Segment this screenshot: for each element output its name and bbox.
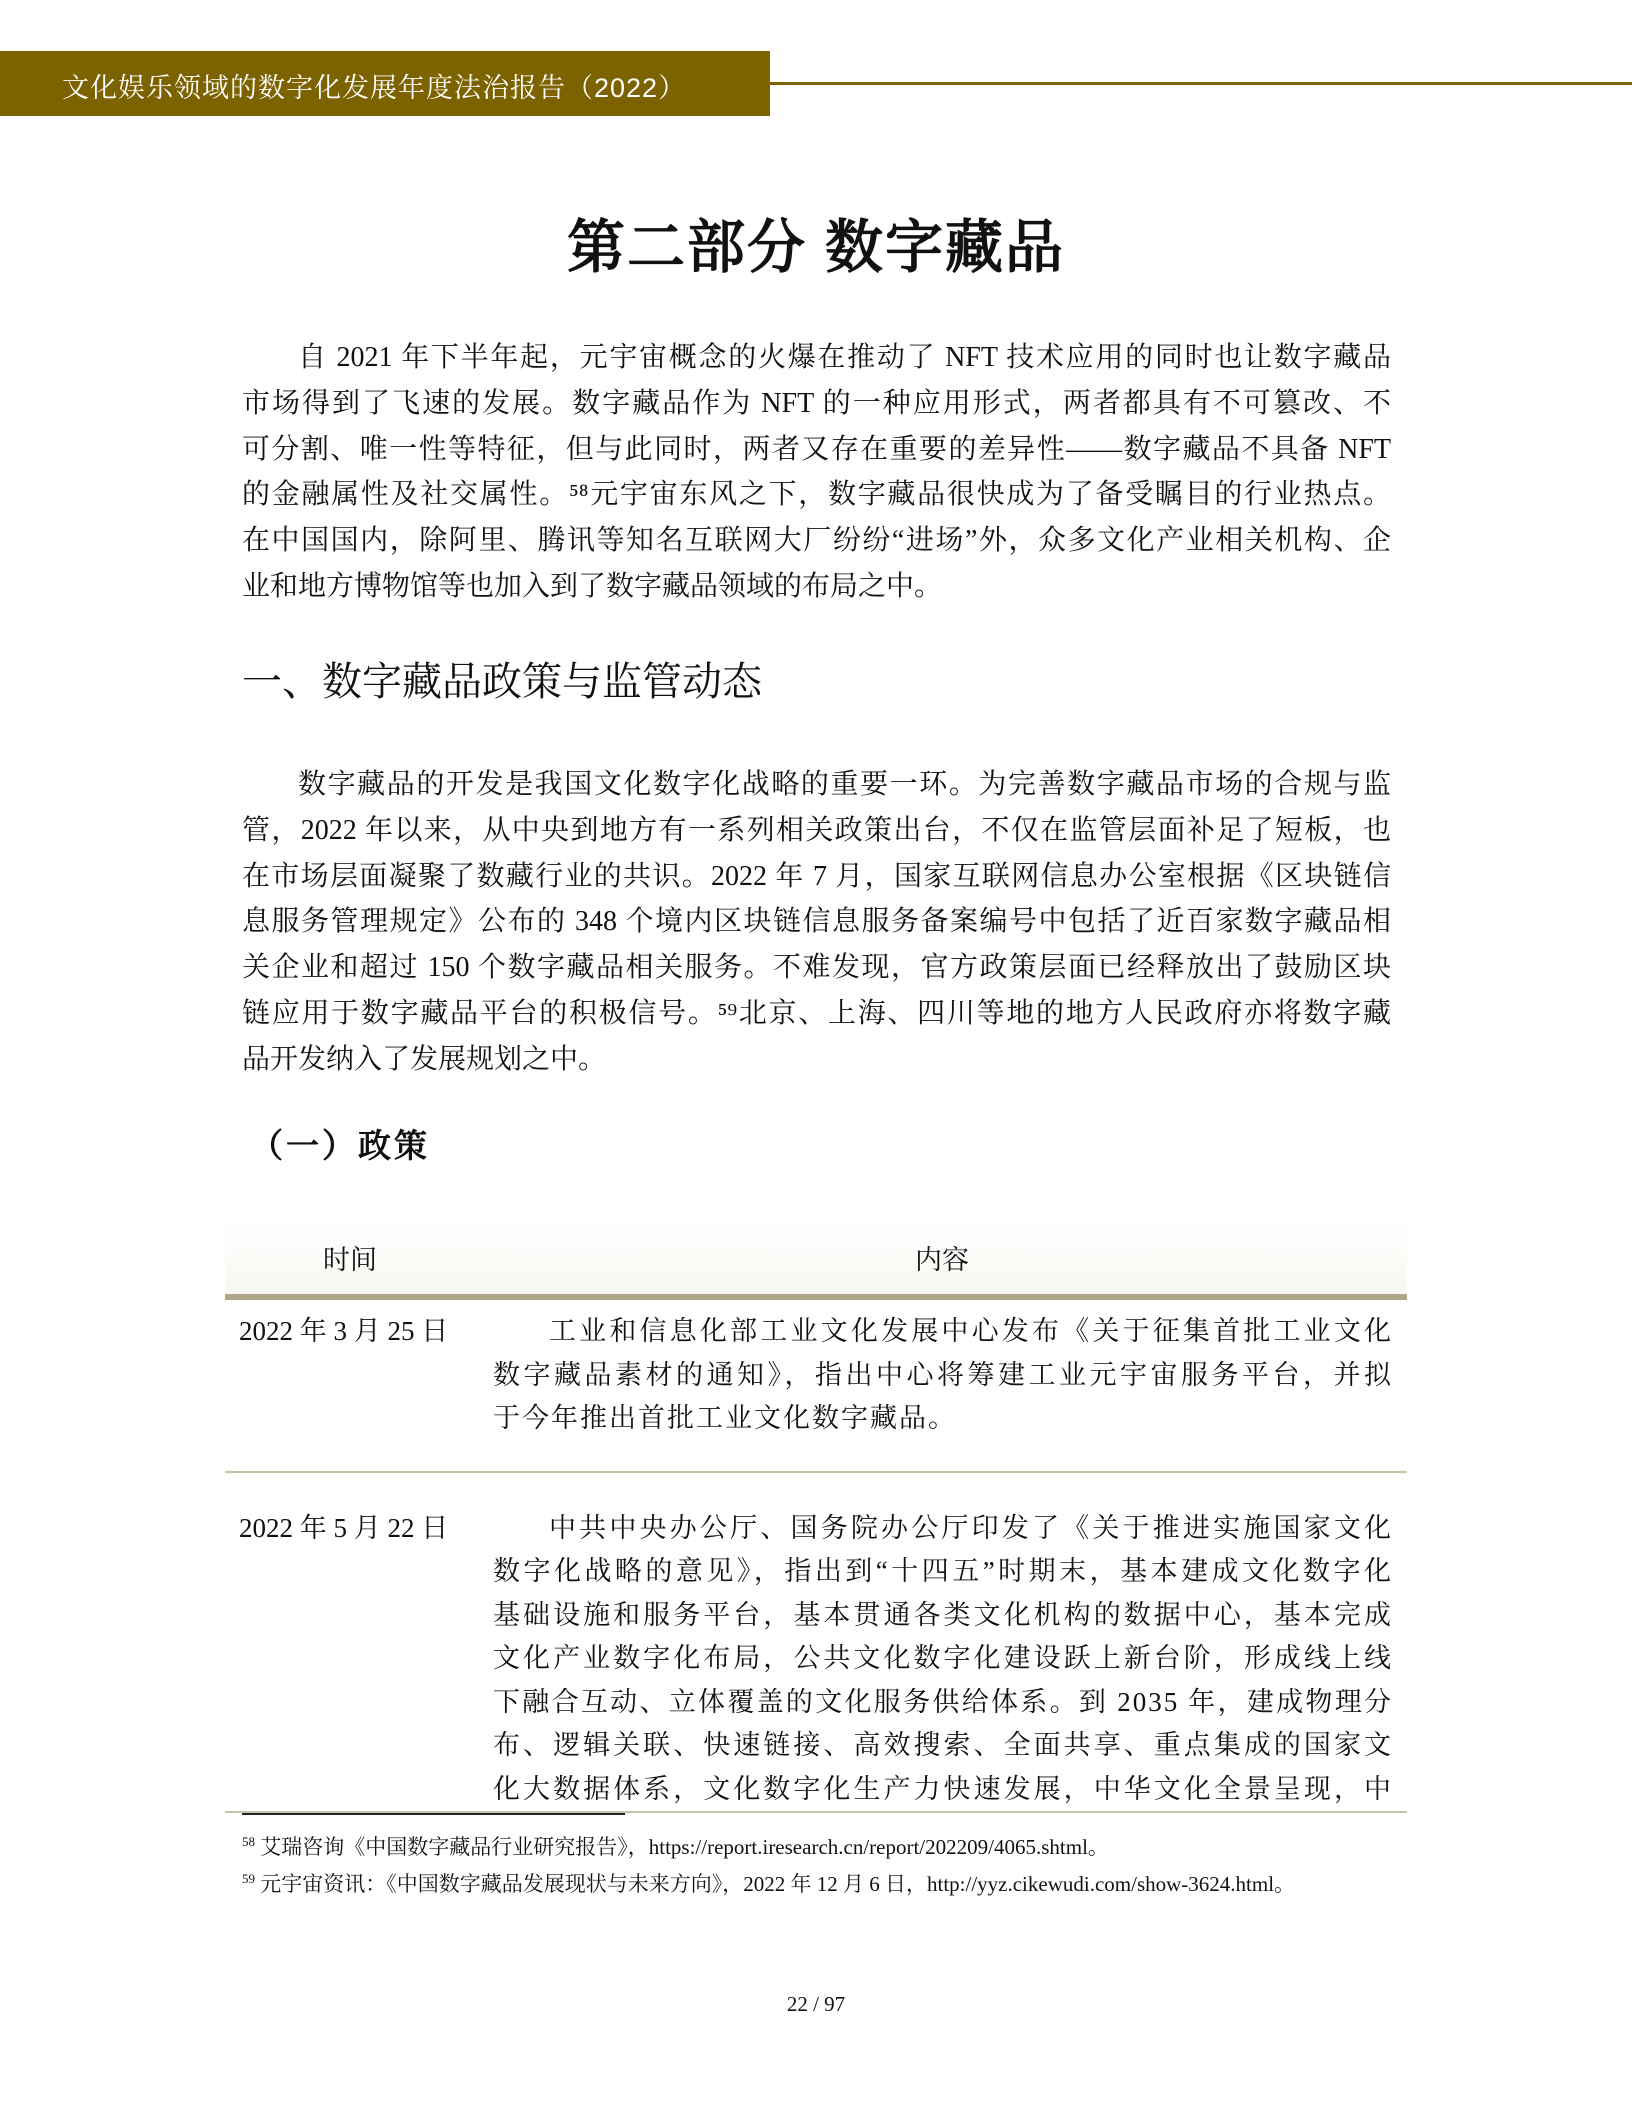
header-rule [770,82,1632,85]
policy-table [225,1218,1407,1813]
text-line: 化大数据体系，文化数字化生产力快速发展，中华文化全景呈现，中 [493,1773,1393,1804]
text-line: 于今年推出首批工业文化数字藏品。 [493,1403,957,1433]
text-line: 市场得到了飞速的发展。数字藏品作为 NFT 的一种应用形式，两者都具有不可篡改、不 [242,387,1391,419]
page-number: 22 / 97 [786,1992,846,2016]
section-paragraph [242,762,1391,1083]
page-title: 第二部分 数字藏品 [566,215,1066,280]
section-heading: 一、数字藏品政策与监管动态 [242,660,762,704]
row-content [493,1300,1393,1471]
footnote-58: $^{58}$ 艾瑞咨询《中国数字藏品行业研究报告》，https://report.iresearch.cn/report/202209/4065.shtml。 [242,1834,1109,1859]
text-line: 工业和信息化部工业文化发展中心发布《关于征集首批工业文化 [549,1316,1393,1346]
text-line: 业和地方博物馆等也加入到了数字藏品领域的布局之中。 [242,570,943,602]
text-line: 管，2022 年以来，从中央到地方有一系列相关政策出台，不仅在监管层面补足了短板，也 [242,814,1391,846]
footnote-59: $^{59}$ 元宇宙资讯：《中国数字藏品发展现状与未来方向》，2022 年 12 月 6 日，http://yyz.cikewudi.com/show-3624.html。 [242,1871,1296,1896]
table-row [225,1300,1407,1471]
header-content: 内容 [915,1245,969,1275]
row-date: 2022 年 5 月 22 日 [239,1512,449,1543]
text-line: 下融合互动、立体覆盖的文化服务供给体系。到 2035 年，建成物理分 [493,1686,1393,1717]
text-line: 文化产业数字化布局，公共文化数字化建设跃上新台阶，形成线上线 [493,1643,1393,1673]
subsection-heading: （一）政策 [250,1129,430,1165]
table-row [225,1497,1407,1812]
row-date: 2022 年 3 月 25 日 [239,1316,449,1346]
footnote-separator [242,1813,625,1815]
text-line: 数字藏品素材的通知》，指出中心将筹建工业元宇宙服务平台，并拟 [493,1359,1393,1390]
text-line: 基础设施和服务平台，基本贯通各类文化机构的数据中心，基本完成 [493,1599,1393,1630]
text-line: 在中国国内，除阿里、腾讯等知名互联网大厂纷纷“进场”外，众多文化产业相关机构、企 [242,525,1391,557]
text-line: 链应用于数字藏品平台的积极信号。⁵⁹北京、上海、四川等地的地方人民政府亦将数字藏 [242,997,1391,1029]
intro-paragraph [242,335,1391,610]
text-line: 品开发纳入了发展规划之中。 [242,1043,607,1075]
text-line: 数字藏品的开发是我国文化数字化战略的重要一环。为完善数字藏品市场的合规与监 [298,769,1391,800]
text-line: 息服务管理规定》公布的 348 个境内区块链信息服务备案编号中包括了近百家数字藏品相 [242,906,1391,938]
text-line: 可分割、唯一性等特征，但与此同时，两者又存在重要的差异性——数字藏品不具备 NFT [242,433,1391,465]
footnotes [242,1826,1391,1900]
text-line: 关企业和超过 150 个数字藏品相关服务。不难发现，官方政策层面已经释放出了鼓励区块 [242,952,1391,984]
table-header [225,1218,1407,1294]
text-line: 中共中央办公厅、国务院办公厅印发了《关于推进实施国家文化 [549,1512,1393,1543]
row-content [493,1497,1393,1812]
text-line: 布、逻辑关联、快速链接、高效搜索、全面共享、重点集成的国家文 [493,1730,1393,1760]
text-line: 自 2021 年下半年起，元宇宙概念的火爆在推动了 NFT 技术应用的同时也让数字藏品 [298,342,1391,373]
header-time: 时间 [323,1245,377,1275]
text-line: 的金融属性及社交属性。⁵⁸元宇宙东风之下，数字藏品很快成为了备受瞩目的行业热点。 [242,479,1391,511]
text-line: 数字化战略的意见》，指出到“十四五”时期末，基本建成文化数字化 [493,1556,1393,1586]
row-rule [225,1471,1407,1473]
running-title: 文化娱乐领域的数字化发展年度法治报告（2022） [62,73,687,103]
text-line: 在市场层面凝聚了数藏行业的共识。2022 年 7 月，国家互联网信息办公室根据《区块链信 [242,860,1391,892]
